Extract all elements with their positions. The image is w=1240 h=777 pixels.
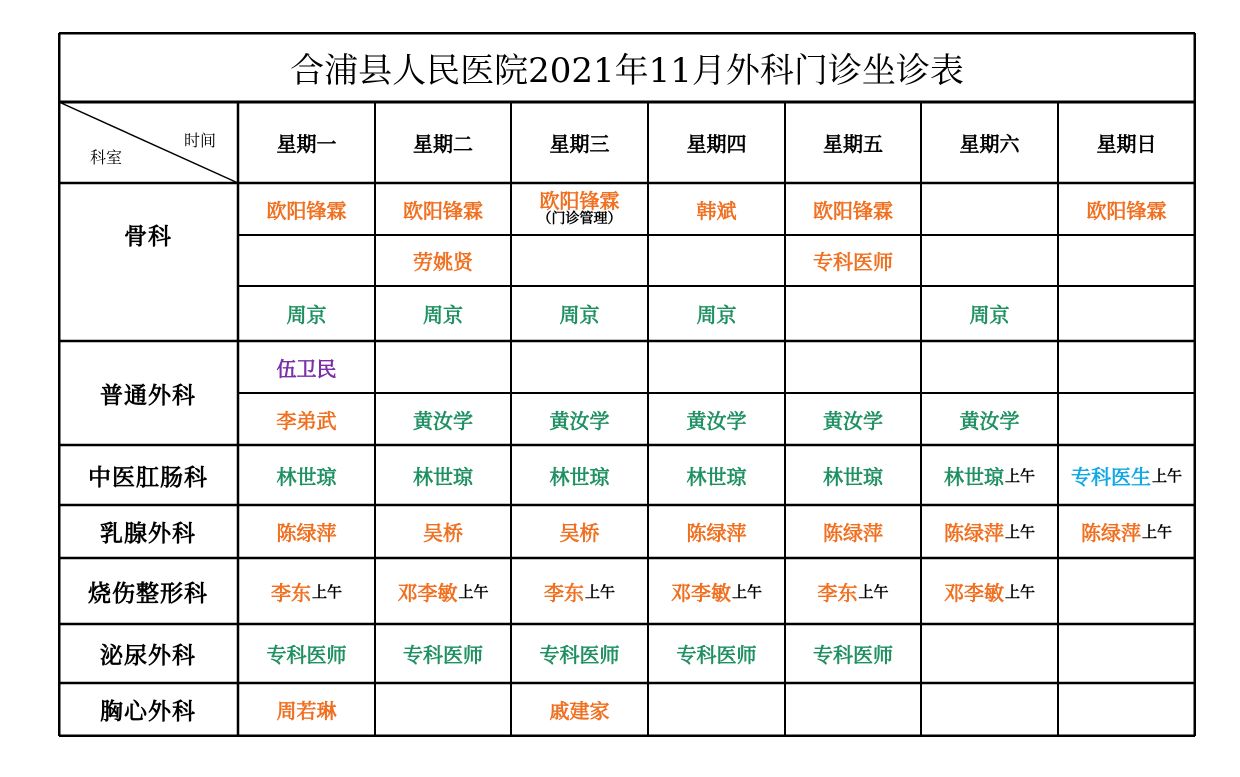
doctor-name: 周若琳: [276, 699, 337, 723]
doctor-cell: [1058, 505, 1195, 558]
corner-dept-label: 科室: [90, 148, 123, 167]
doctor-name: 专科医师: [403, 643, 483, 667]
corner-time-label: 时间: [184, 131, 217, 150]
day-header: 星期日: [1096, 132, 1157, 156]
shift-note: 上午: [731, 582, 762, 601]
doctor-name: 黄汝学: [959, 408, 1020, 433]
doctor-name: 林世琼: [413, 464, 473, 489]
doctor-cell: [375, 558, 511, 624]
day-header: 星期四: [686, 132, 747, 156]
doctor-cell: [511, 183, 648, 235]
doctor-name: 周京: [423, 303, 463, 327]
doctor-cell: [375, 183, 511, 235]
doctor-cell: [238, 445, 375, 505]
doctor-cell: [648, 505, 785, 558]
doctor-cell: [238, 341, 375, 393]
doctor-name: 黄汝学: [823, 408, 883, 433]
department-label: 普通外科: [100, 382, 196, 409]
doctor-name: 欧阳锋霖: [539, 189, 620, 214]
doctor-cell: [238, 183, 375, 235]
doctor-name: 邓李敏: [670, 580, 731, 605]
doctor-cell: [785, 445, 921, 505]
doctor-name: 李弟武: [276, 408, 337, 433]
shift-note: 上午: [1004, 466, 1035, 485]
doctor-cell: [375, 235, 511, 286]
doctor-cell: [375, 624, 511, 683]
doctor-cell: [648, 286, 785, 341]
shift-note: 上午: [1151, 466, 1182, 485]
doctor-name: 黄汝学: [549, 408, 610, 433]
doctor-name: 专科医师: [813, 250, 893, 274]
doctor-cell: [238, 558, 375, 624]
doctor-name: 伍卫民: [276, 356, 337, 381]
doctor-cell: [785, 558, 921, 624]
doctor-name: 欧阳锋霖: [266, 198, 347, 223]
doctor-name: 黄汝学: [686, 408, 747, 433]
department-label: 胸心外科: [100, 699, 196, 725]
doctor-name: 陈绿萍: [823, 521, 883, 545]
doctor-cell: [785, 235, 921, 286]
doctor-cell: [648, 393, 785, 445]
doctor-cell: [238, 505, 375, 558]
doctor-cell: [511, 558, 648, 624]
day-header: 星期一: [276, 132, 337, 156]
doctor-name: 黄汝学: [413, 408, 473, 433]
doctor-cell: [648, 624, 785, 683]
doctor-name: 周京: [696, 303, 737, 327]
doctor-cell: [238, 393, 375, 445]
doctor-name: 劳姚贤: [413, 250, 473, 274]
department-label: 乳腺外科: [100, 521, 196, 547]
doctor-name: 陈绿萍: [276, 521, 337, 545]
doctor-name: 陈绿萍: [943, 521, 1004, 545]
doctor-name: 邓李敏: [397, 580, 458, 605]
doctor-name: 专科医师: [266, 643, 347, 667]
schedule-sheet: [58, 32, 1196, 737]
doctor-cell: [648, 445, 785, 505]
doctor-cell: [785, 624, 921, 683]
doctor-cell: [648, 558, 785, 624]
doctor-name: 林世琼: [686, 464, 747, 489]
department-label: 泌尿外科: [100, 643, 196, 669]
doctor-cell: [1058, 445, 1195, 505]
doctor-cell: [785, 505, 921, 558]
doctor-name: 专科医师: [813, 643, 893, 667]
doctor-name: 吴桥: [559, 521, 600, 545]
doctor-cell: [1058, 183, 1195, 235]
doctor-name: 戚建家: [549, 699, 610, 723]
doctor-cell: [511, 683, 648, 736]
department-label: 中医肛肠科: [88, 464, 208, 491]
doctor-cell: [375, 445, 511, 505]
doctor-name: 欧阳锋霖: [403, 198, 483, 223]
day-header: 星期三: [549, 132, 610, 156]
shift-note: 上午: [311, 582, 342, 601]
doctor-name: 李东: [270, 580, 311, 605]
doctor-name: 林世琼: [943, 464, 1004, 489]
doctor-name: 周京: [286, 303, 327, 327]
day-header: 星期二: [413, 132, 473, 156]
doctor-name: 专科医生: [1070, 464, 1151, 489]
doctor-cell: [375, 286, 511, 341]
department-label: 骨科: [124, 224, 172, 250]
doctor-cell: [921, 445, 1058, 505]
doctor-name: 陈绿萍: [1080, 521, 1141, 545]
doctor-name: 李东: [543, 580, 584, 605]
doctor-cell: [511, 624, 648, 683]
doctor-cell: [921, 558, 1058, 624]
doctor-name: 邓李敏: [943, 580, 1004, 605]
shift-note: 上午: [1004, 582, 1035, 601]
doctor-cell: [375, 393, 511, 445]
shift-note: 上午: [1141, 523, 1172, 541]
doctor-name: 李东: [817, 580, 858, 605]
doctor-cell: [238, 286, 375, 341]
doctor-cell: [648, 183, 785, 235]
department-label: 烧伤整形科: [88, 580, 208, 607]
doctor-name: 吴桥: [423, 521, 463, 545]
doctor-cell: [511, 505, 648, 558]
doctor-name: 欧阳锋霖: [813, 198, 893, 223]
doctor-cell: [238, 624, 375, 683]
doctor-cell: [375, 505, 511, 558]
doctor-cell: [238, 683, 375, 736]
day-header: 星期五: [823, 132, 883, 156]
doctor-name: 韩斌: [696, 198, 737, 223]
shift-note: 上午: [1004, 523, 1035, 541]
doctor-cell: [511, 393, 648, 445]
doctor-name: 周京: [559, 303, 600, 327]
doctor-name: 专科医师: [676, 643, 757, 667]
doctor-name: 专科医师: [539, 643, 620, 667]
doctor-name: 周京: [969, 303, 1010, 327]
doctor-cell: [511, 445, 648, 505]
day-header: 星期六: [959, 132, 1020, 156]
doctor-cell: [785, 393, 921, 445]
doctor-name: 林世琼: [276, 464, 337, 489]
doctor-name: 林世琼: [823, 464, 883, 489]
page-title: 合浦县人民医院2021年11月外科门诊坐诊表: [290, 50, 964, 91]
doctor-cell: [511, 286, 648, 341]
doctor-cell: [921, 286, 1058, 341]
doctor-cell: [785, 183, 921, 235]
doctor-cell: [921, 505, 1058, 558]
shift-note: 上午: [858, 582, 889, 601]
shift-note: 上午: [458, 582, 489, 601]
doctor-cell: [921, 393, 1058, 445]
doctor-name: 欧阳锋霖: [1086, 198, 1167, 223]
doctor-name: 陈绿萍: [686, 521, 747, 545]
shift-note: 上午: [584, 582, 615, 601]
doctor-subnote: （门诊管理）: [537, 211, 622, 228]
doctor-name: 林世琼: [549, 464, 610, 489]
